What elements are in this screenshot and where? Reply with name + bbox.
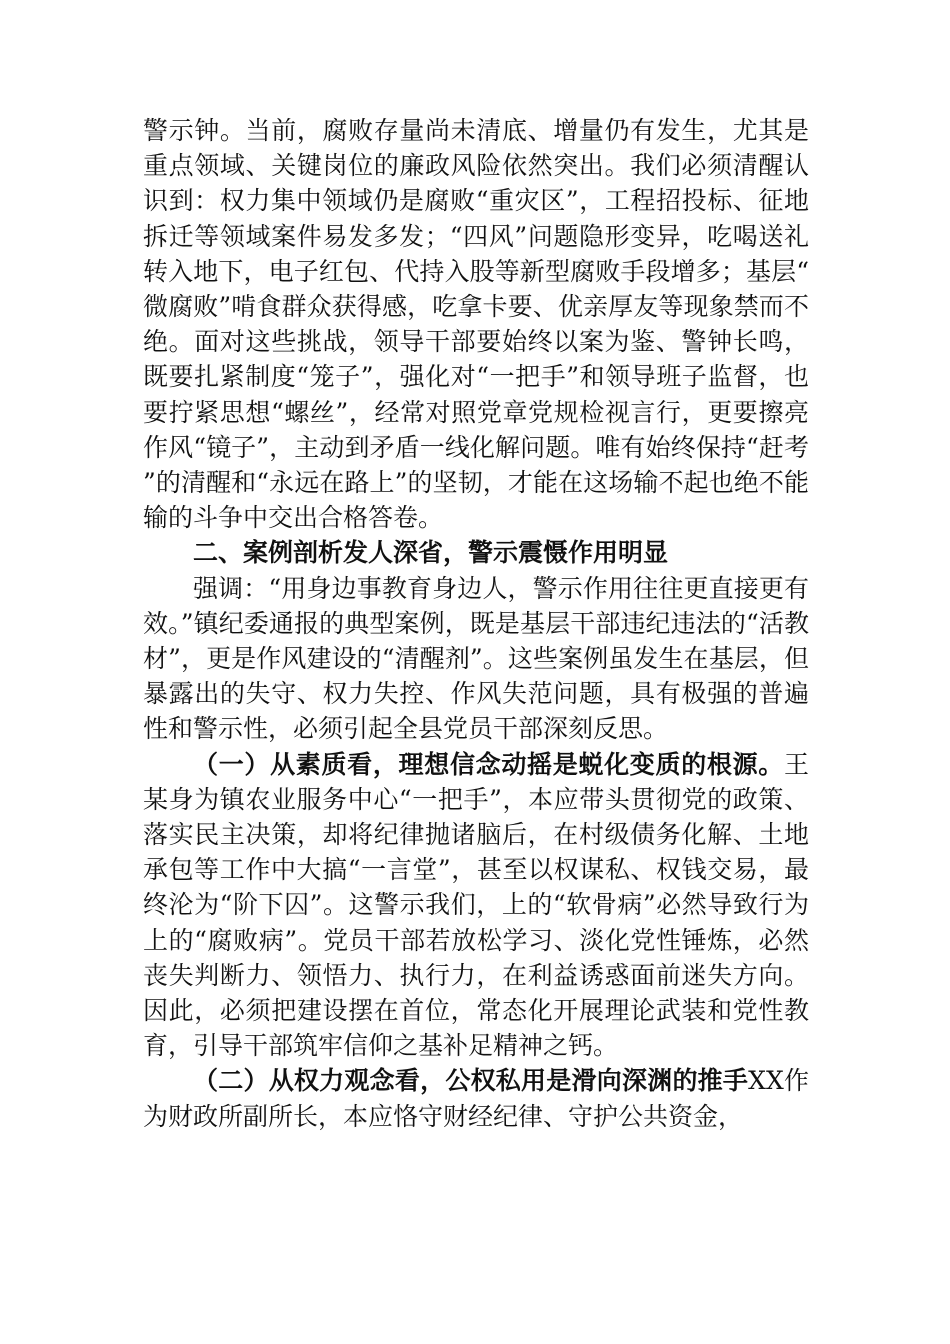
paragraph-warning-bell: 警示钟。当前，腐败存量尚未清底、增量仍有发生，尤其是重点领域、关键岗位的廉政风险依然突出。我们必须清醒认识到：权力集中领域仍是腐败“重灾区”，工程招投标、征地拆迁等领域案件易发多发；“四风”问题隐形变异，吃喝送礼转入地下，电子红包、代持入股等新型腐败手段增多；基层“微腐败”啃食群众获得感，吃拿卡要、优亲厚友等现象禁而不绝。面对这些挑战，领导干部要始终以案为鉴、警钟长鸣，既要扎紧制度“笼子”，强化对“一把手”和领导班子监督，也要拧紧思想“螺丝”，经常对照党章党规检视言行，更要擦亮作风“镜子”，主动到矛盾一线化解问题。唯有始终保持“赶考”的清醒和“永远在路上”的坚韧，才能在这场输不起也绝不能输的斗争中交出合格答卷。 <box>143 116 809 533</box>
section-heading-case-analysis: 二、案例剖析发人深省，警示震慑作用明显 <box>193 538 669 568</box>
paragraph-emphasis: 强调：“用身边事教育身边人，警示作用往往更直接更有效。”镇纪委通报的典型案例，既是基层干部违纪违法的“活教材”，更是作风建设的“清醒剂”。这些案例虽发生在基层，但暴露出的失守、权力失控、作风失范问题，具有极强的普遍性和警示性，必须引起全县党员干部深刻反思。 <box>143 573 809 744</box>
paragraph-quality-body: 王某身为镇农业服务中心“一把手”，本应带头贯彻党的政策、落实民主决策，却将纪律抛诸脑后，在村级债务化解、土地承包等工作中大搞“一言堂”，甚至以权谋私、权钱交易，最终沦为“阶下囚”。这警示我们，上的“软骨病”必然导致行为上的“腐败病”。党员干部若放松学习、淡化党性锤炼，必然丧失判断力、领悟力、执行力，在利益诱惑面前迷失方向。因此，必须把建设摆在首位，常态化开展理论武装和党性教育，引导干部筑牢信仰之基补足精神之钙。 <box>143 749 809 1061</box>
paragraph-power-body: XX作为财政所副所长，本应恪守财经纪律、守护公共资金， <box>143 1066 809 1131</box>
paragraph-quality-analysis <box>143 747 809 1064</box>
subheading-power: （二）从权力观念看，公权私用是滑向深渊的推手 <box>193 1066 749 1096</box>
document-body <box>143 113 809 1134</box>
subheading-quality: （一）从素质看，理想信念动摇是蜕化变质的根源。 <box>193 749 784 779</box>
paragraph-power-analysis <box>143 1063 809 1133</box>
